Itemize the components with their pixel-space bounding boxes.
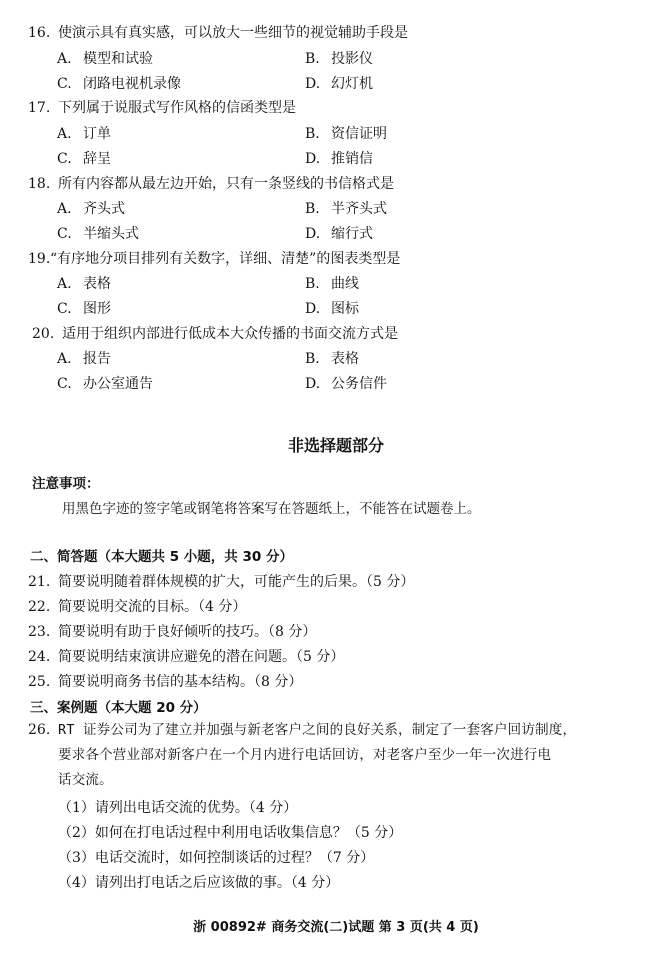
case-subquestion-3: （3）电话交流时，如何控制谈话的过程？（7 分） (58, 850, 375, 866)
option-c: C. 办公室通告 (57, 376, 153, 392)
question-19 (28, 248, 400, 268)
question-text: “有序地分项目排列有关数字，详细、清楚”的图表类型是 (50, 251, 401, 267)
option-d: D. 公务信件 (305, 376, 387, 392)
option-a: A. 订单 (57, 126, 111, 142)
option-a: A. 报告 (57, 351, 111, 367)
option-b: B. 曲线 (305, 276, 359, 292)
case-subquestion-2: （2）如何在打电话过程中利用电话收集信息？（5 分） (58, 825, 403, 841)
question-number: 16. (28, 25, 51, 41)
case-subquestion-4: （4）请列出打电话之后应该做的事。（4 分） (58, 875, 340, 891)
page-footer: 浙 00892# 商务交流(二)试题 第 3 页(共 4 页) (193, 920, 479, 935)
question-17 (28, 97, 296, 117)
case-line: 要求各个营业部对新客户在一个月内进行电话回访，对老客户至少一年一次进行电 (58, 747, 552, 763)
question-26-number: 26. (28, 722, 51, 738)
question-24: 24. 简要说明结束演讲应避免的潜在问题。（5 分） (28, 649, 345, 665)
option-c: C. 半缩头式 (57, 226, 139, 242)
question-23: 23. 简要说明有助于良好倾听的技巧。（8 分） (28, 624, 317, 640)
section-title: 非选择题部分 (287, 436, 384, 455)
question-16 (28, 22, 408, 42)
option-c: C. 辞呈 (57, 151, 111, 167)
notice-label: 注意事项： (32, 476, 100, 492)
question-number: 17. (28, 100, 51, 116)
question-text: 适用于组织内部进行低成本大众传播的书面交流方式是 (62, 326, 398, 342)
question-number: 19. (28, 251, 51, 267)
option-c: C. 闭路电视机录像 (57, 76, 181, 92)
option-b: B. 投影仪 (305, 51, 373, 67)
option-b: B. 表格 (305, 351, 359, 367)
option-a: A. 模型和试验 (57, 51, 153, 67)
question-18 (28, 173, 394, 193)
option-d: D. 图标 (305, 301, 359, 317)
option-d: D. 推销信 (305, 151, 373, 167)
option-c: C. 图形 (57, 301, 111, 317)
question-number: 18. (28, 176, 51, 192)
notice-text: 用黑色字迹的签字笔或钢笔将答案写在答题纸上，不能答在试题卷上。 (62, 501, 481, 517)
question-21: 21. 简要说明随着群体规模的扩大，可能产生的后果。（5 分） (28, 574, 415, 590)
case-line: RT 证券公司为了建立并加强与新老客户之间的良好关系，制定了一套客户回访制度， (58, 722, 577, 738)
question-25: 25. 简要说明商务书信的基本结构。（8 分） (28, 674, 303, 690)
case-heading: 三、案例题（本大题 20 分） (30, 700, 207, 716)
option-a: A. 齐头式 (57, 201, 125, 217)
case-subquestion-1: （1）请列出电话交流的优势。（4 分） (58, 800, 298, 816)
question-text: 下列属于说服式写作风格的信函类型是 (58, 100, 296, 116)
short-answer-heading: 二、简答题（本大题共 5 小题，共 30 分） (30, 549, 293, 565)
case-line: 话交流。 (58, 772, 113, 788)
question-text: 所有内容都从最左边开始，只有一条竖线的书信格式是 (58, 176, 394, 192)
option-a: A. 表格 (57, 276, 111, 292)
option-b: B. 半齐头式 (305, 201, 387, 217)
option-d: D. 缩行式 (305, 226, 373, 242)
option-b: B. 资信证明 (305, 126, 387, 142)
option-d: D. 幻灯机 (305, 76, 373, 92)
question-22: 22. 简要说明交流的目标。（4 分） (28, 599, 247, 615)
question-number: 20. (32, 326, 55, 342)
question-20 (32, 323, 398, 343)
question-text: 使演示具有真实感，可以放大一些细节的视觉辅助手段是 (58, 25, 408, 41)
case-scenario (58, 718, 638, 793)
